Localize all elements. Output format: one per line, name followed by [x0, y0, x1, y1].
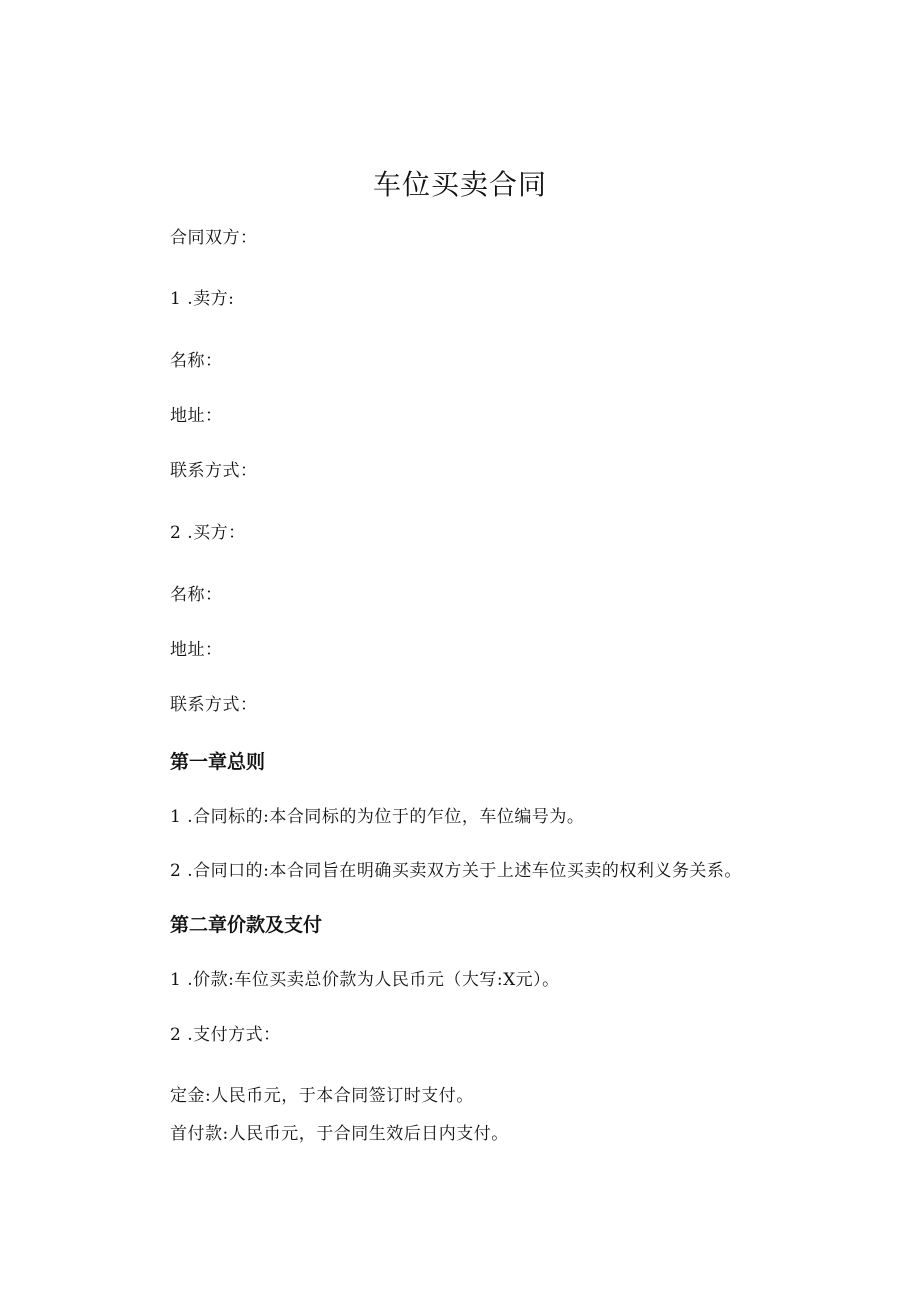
buyer-name-field: 名称：	[170, 585, 223, 605]
parties-label: 合同双方：	[170, 228, 258, 248]
chapter1-heading: 第一章总则	[170, 751, 266, 773]
chapter1-item2: 2 .合同口的:本合同旨在明确买卖双方关于上述车位买卖的权利义务关系。	[170, 861, 742, 881]
seller-contact-field: 联系方式：	[170, 461, 258, 481]
seller-heading: 1 .卖方:	[170, 289, 235, 309]
chapter2-item2: 2 .支付方式：	[170, 1025, 281, 1045]
buyer-contact-field: 联系方式：	[170, 695, 258, 715]
first-payment-clause: 首付款:人民币元，于合同生效后日内支付。	[170, 1124, 509, 1144]
deposit-clause: 定金:人民币元，于本合同签订时支付。	[170, 1086, 474, 1106]
buyer-heading: 2 .买方：	[170, 523, 246, 543]
buyer-address-field: 地址：	[170, 640, 223, 660]
chapter1-item1: 1 .合同标的:本合同标的为位于的乍位，车位编号为。	[170, 807, 585, 827]
seller-name-field: 名称：	[170, 351, 223, 371]
chapter2-item1: 1 .价款:车位买卖总价款为人民币元（大写:X元）。	[170, 970, 560, 990]
seller-address-field: 地址：	[170, 406, 223, 426]
document-title: 车位买卖合同	[372, 168, 547, 201]
chapter2-heading: 第二章价款及支付	[170, 914, 323, 936]
